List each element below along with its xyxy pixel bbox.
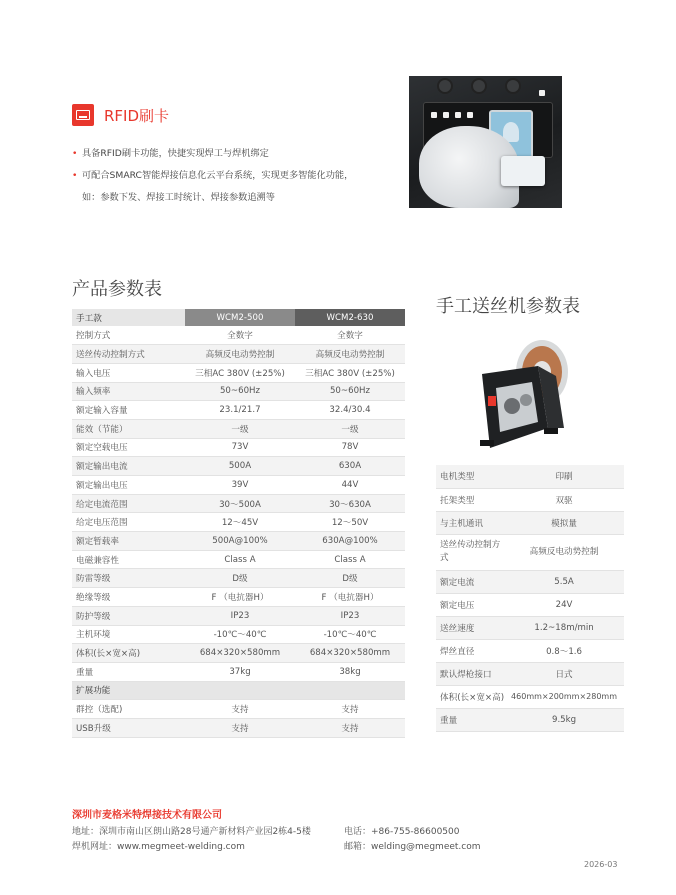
knob-icon xyxy=(505,78,521,94)
spec-value: 双驱 xyxy=(504,488,624,511)
table-row xyxy=(436,639,624,662)
table-cell: 送丝传动控制方式 xyxy=(72,345,185,364)
table-cell: 额定空载电压 xyxy=(72,438,185,457)
spec-key: 送丝传动控制方式 xyxy=(436,534,504,570)
rfid-title: RFID刷卡 xyxy=(104,106,170,125)
spec-value: 印刷 xyxy=(504,465,624,488)
table-cell: Class A xyxy=(295,550,405,569)
spec-key: 默认焊枪接口 xyxy=(436,662,504,685)
rfid-bullets xyxy=(72,143,392,209)
table-cell: 群控（选配) xyxy=(72,700,185,719)
table-row xyxy=(72,532,405,551)
table-cell: F （电抗器H） xyxy=(185,588,295,607)
table-row xyxy=(436,593,624,616)
table-cell: 37kg xyxy=(185,662,295,681)
table-cell: 额定输出电压 xyxy=(72,476,185,495)
table-cell: 高频反电动势控制 xyxy=(295,345,405,364)
spec-key: 焊丝直径 xyxy=(436,639,504,662)
knob-icon xyxy=(437,78,453,94)
table-cell: F （电抗器H） xyxy=(295,588,405,607)
table-cell: 支持 xyxy=(295,700,405,719)
table-group-row xyxy=(72,681,405,700)
table-row xyxy=(436,685,624,708)
table-row xyxy=(436,616,624,639)
table-cell: IP23 xyxy=(295,606,405,625)
wire-feeder-image xyxy=(460,336,590,456)
rfid-card xyxy=(501,156,545,186)
table-cell: 50~60Hz xyxy=(185,382,295,401)
table-cell: 12～50V xyxy=(295,513,405,532)
company-website: 焊机网址：www.megmeet-welding.com xyxy=(72,842,245,852)
table-cell: 输入频率 xyxy=(72,382,185,401)
table-cell: 主机环境 xyxy=(72,625,185,644)
product-spec-table xyxy=(72,309,405,738)
table-row xyxy=(72,363,405,382)
company-address: 地址：深圳市南山区朗山路28号通产新材料产业园2栋4-5楼 xyxy=(72,827,311,837)
table-cell: 绝缘等级 xyxy=(72,588,185,607)
bullet-continuation: 如：参数下发、焊接工时统计、焊接参数追溯等 xyxy=(82,192,275,203)
table-cell: Class A xyxy=(185,550,295,569)
table-cell: 额定输出电流 xyxy=(72,457,185,476)
spec-value: 高频反电动势控制 xyxy=(504,534,624,570)
table-cell: 体积(长×宽×高) xyxy=(72,644,185,663)
panel-button-icon xyxy=(539,90,545,96)
panel-button-icon xyxy=(467,112,473,118)
bullet-item: • 可配合SMARC智能焊接信息化云平台系统，实现更多智能化功能， xyxy=(72,170,354,181)
table-row xyxy=(436,708,624,731)
spec-key: 额定电压 xyxy=(436,593,504,616)
table-cell: -10℃～40℃ xyxy=(295,625,405,644)
table-cell: 684×320×580mm xyxy=(185,644,295,663)
table-row xyxy=(72,662,405,681)
table-cell: D级 xyxy=(185,569,295,588)
table-row xyxy=(72,513,405,532)
publish-date: 2026-03 xyxy=(584,860,618,869)
table-row xyxy=(72,457,405,476)
table-header-row xyxy=(72,309,405,326)
table-cell: 23.1/21.7 xyxy=(185,401,295,420)
spec-key: 与主机通讯 xyxy=(436,511,504,534)
spec-value: 模拟量 xyxy=(504,511,624,534)
table-cell: 手工款 xyxy=(72,309,185,326)
table-row xyxy=(72,494,405,513)
bullet-item: • 具备RFID刷卡功能，快捷实现焊工与焊机绑定 xyxy=(72,148,269,159)
table-row xyxy=(72,419,405,438)
table-row xyxy=(72,718,405,737)
table-row xyxy=(72,700,405,719)
spec-value: 1.2~18m/min xyxy=(504,616,624,639)
feeder-spec-table xyxy=(436,465,624,732)
table-cell: 630A xyxy=(295,457,405,476)
table-cell: 30～630A xyxy=(295,494,405,513)
spec-value: 5.5A xyxy=(504,570,624,593)
table-cell: 44V xyxy=(295,476,405,495)
spec-key: 重量 xyxy=(436,708,504,731)
rfid-header xyxy=(72,104,169,126)
spec-value: 460mm×200mm×280mm xyxy=(504,685,624,708)
knob-icon xyxy=(471,78,487,94)
table-cell: 39V xyxy=(185,476,295,495)
rfid-photo xyxy=(409,76,562,208)
table-row xyxy=(72,625,405,644)
spec-key: 电机类型 xyxy=(436,465,504,488)
table-cell: 一级 xyxy=(185,419,295,438)
feeder-table-title: 手工送丝机参数表 xyxy=(436,296,580,317)
table-cell: 500A xyxy=(185,457,295,476)
spec-value: 0.8～1.6 xyxy=(504,639,624,662)
table-row xyxy=(436,465,624,488)
table-row xyxy=(72,644,405,663)
spec-key: 额定电流 xyxy=(436,570,504,593)
table-cell: D级 xyxy=(295,569,405,588)
table-cell: 支持 xyxy=(295,718,405,737)
company-phone: 电话：+86-755-86600500 xyxy=(344,827,460,837)
table-row xyxy=(72,345,405,364)
table-cell: 给定电压范围 xyxy=(72,513,185,532)
table-cell: 73V xyxy=(185,438,295,457)
table-cell: 输入电压 xyxy=(72,363,185,382)
product-table-title: 产品参数表 xyxy=(72,279,162,300)
table-row xyxy=(72,476,405,495)
company-name: 深圳市麦格米特焊接技术有限公司 xyxy=(72,810,222,821)
table-cell: 全数字 xyxy=(185,326,295,345)
table-row xyxy=(72,569,405,588)
table-row xyxy=(72,438,405,457)
spec-key: 送丝速度 xyxy=(436,616,504,639)
table-cell: 防护等级 xyxy=(72,606,185,625)
table-cell: 能效（节能） xyxy=(72,419,185,438)
table-row xyxy=(72,326,405,345)
table-cell: 全数字 xyxy=(295,326,405,345)
panel-button-icon xyxy=(455,112,461,118)
group-label: 扩展功能 xyxy=(72,681,405,700)
table-cell: 32.4/30.4 xyxy=(295,401,405,420)
table-cell: 电磁兼容性 xyxy=(72,550,185,569)
table-cell: 额定暂载率 xyxy=(72,532,185,551)
panel-button-icon xyxy=(431,112,437,118)
table-cell: 30～500A xyxy=(185,494,295,513)
table-row xyxy=(436,488,624,511)
table-cell: 500A@100% xyxy=(185,532,295,551)
spec-value: 日式 xyxy=(504,662,624,685)
table-row xyxy=(436,534,624,570)
table-cell: 额定输入容量 xyxy=(72,401,185,420)
table-row xyxy=(72,550,405,569)
table-cell: 三相AC 380V (±25%) xyxy=(185,363,295,382)
table-cell: 78V xyxy=(295,438,405,457)
table-cell: 684×320×580mm xyxy=(295,644,405,663)
table-row xyxy=(72,401,405,420)
table-cell: 12～45V xyxy=(185,513,295,532)
table-cell: 控制方式 xyxy=(72,326,185,345)
table-cell: 38kg xyxy=(295,662,405,681)
panel-button-icon xyxy=(443,112,449,118)
table-cell: 三相AC 380V (±25%) xyxy=(295,363,405,382)
table-cell: 重量 xyxy=(72,662,185,681)
table-cell: 防雷等级 xyxy=(72,569,185,588)
table-cell: 一级 xyxy=(295,419,405,438)
spec-value: 24V xyxy=(504,593,624,616)
table-row xyxy=(72,606,405,625)
table-row xyxy=(436,662,624,685)
table-cell: -10℃～40℃ xyxy=(185,625,295,644)
table-row xyxy=(72,588,405,607)
table-row xyxy=(436,511,624,534)
table-cell: WCM2-500 xyxy=(185,309,295,326)
table-row xyxy=(436,570,624,593)
table-cell: 支持 xyxy=(185,718,295,737)
rfid-card-icon xyxy=(72,104,94,126)
spec-key: 体积(长×宽×高) xyxy=(436,685,504,708)
table-cell: 给定电流范围 xyxy=(72,494,185,513)
table-cell: 高频反电动势控制 xyxy=(185,345,295,364)
spec-key: 托架类型 xyxy=(436,488,504,511)
table-cell: WCM2-630 xyxy=(295,309,405,326)
table-cell: 630A@100% xyxy=(295,532,405,551)
company-email: 邮箱：welding@megmeet.com xyxy=(344,842,481,852)
table-cell: USB升级 xyxy=(72,718,185,737)
table-cell: 50~60Hz xyxy=(295,382,405,401)
table-cell: 支持 xyxy=(185,700,295,719)
table-cell: IP23 xyxy=(185,606,295,625)
spec-value: 9.5kg xyxy=(504,708,624,731)
table-row xyxy=(72,382,405,401)
